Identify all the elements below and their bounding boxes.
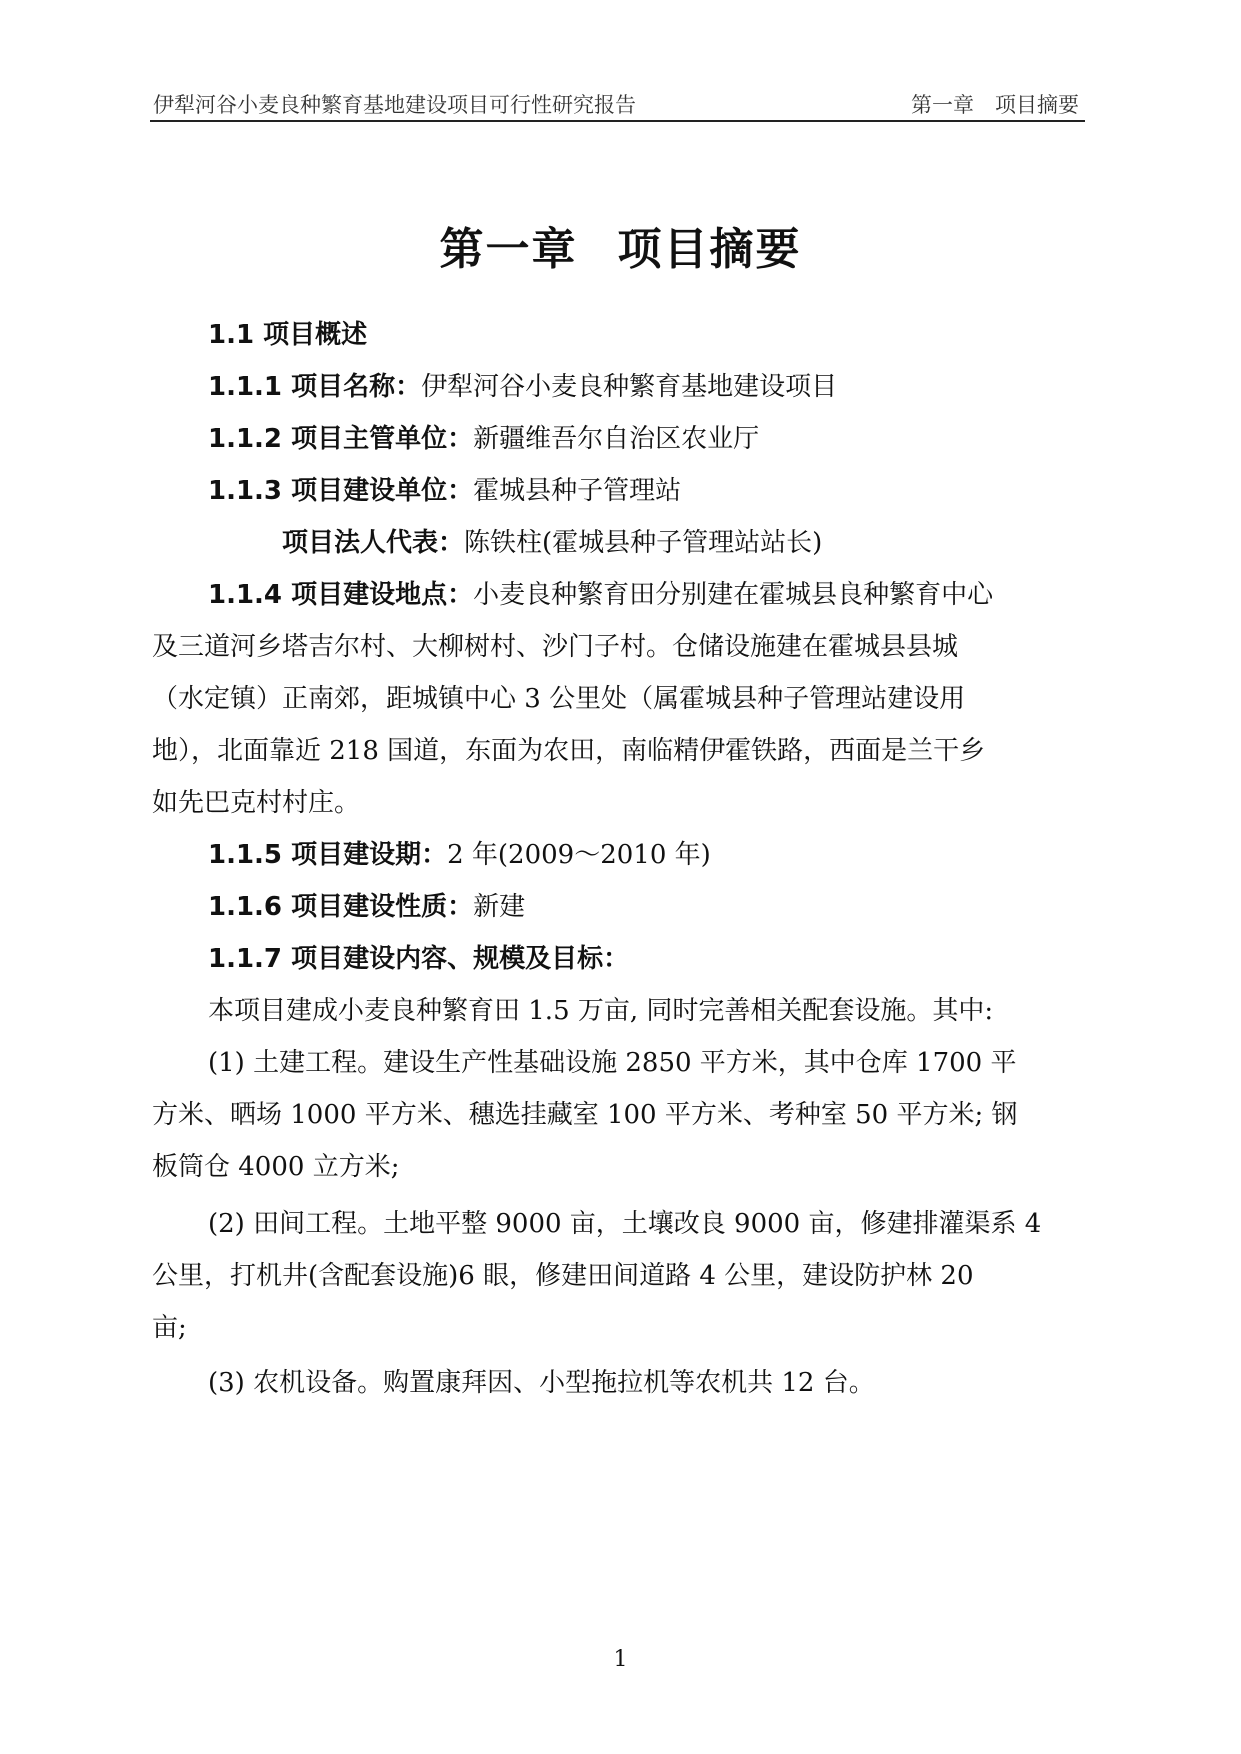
item-value: 2 年(2009～2010 年)	[447, 840, 711, 870]
item2-line-3: 亩;	[152, 1313, 187, 1343]
item-legal-representative	[152, 526, 1212, 560]
item1-line-3: 板筒仓 4000 立方米;	[152, 1152, 400, 1182]
item-label: 1.1.2 项目主管单位：	[208, 424, 474, 454]
item-label: 1.1.5 项目建设期：	[208, 840, 448, 870]
chapter-title-number: 第一章	[439, 224, 578, 275]
section-heading-1-1: 1.1 项目概述	[208, 320, 368, 350]
item-value: 新建	[473, 892, 526, 922]
item-construction-period	[152, 838, 1138, 872]
location-line-4: 地），北面靠近 218 国道，东面为农田，南临精伊霍铁路，西面是兰干乡	[152, 736, 986, 766]
item-label: 项目法人代表：	[282, 528, 465, 558]
item2-line-1: (2) 田间工程。土地平整 9000 亩，土壤改良 9000 亩，修建排灌渠系 4	[208, 1209, 1042, 1239]
item-label: 1.1.1 项目名称：	[208, 372, 422, 402]
item-value: 新疆维吾尔自治区农业厅	[473, 424, 760, 454]
location-line-3: （水定镇）正南郊，距城镇中心 3 公里处（属霍城县种子管理站建设用	[152, 684, 966, 714]
item2-line-2: 公里，打机井(含配套设施)6 眼，修建田间道路 4 公里，建设防护林 20	[152, 1261, 974, 1291]
item-supervising-unit	[152, 422, 1138, 456]
item-location	[152, 578, 1138, 612]
item-project-name	[152, 370, 1138, 404]
item3-line-1: (3) 农机设备。购置康拜因、小型拖拉机等农机共 12 台。	[208, 1368, 875, 1398]
item-value: 小麦良种繁育田分别建在霍城县良种繁育中心	[473, 580, 994, 610]
running-header	[150, 82, 1085, 122]
item-value: 陈铁柱(霍城县种子管理站站长)	[464, 528, 823, 558]
item-label: 1.1.3 项目建设单位：	[208, 476, 474, 506]
header-chapter: 第一章 项目摘要	[911, 93, 1079, 117]
item1-line-2: 方米、晒场 1000 平方米、穗选挂藏室 100 平方米、考种室 50 平方米; 钢	[152, 1100, 1018, 1130]
item-value: 伊犁河谷小麦良种繁育基地建设项目	[421, 372, 838, 402]
header-report-title: 伊犁河谷小麦良种繁育基地建设项目可行性研究报告	[153, 93, 636, 117]
item-construction-nature	[152, 890, 1138, 924]
item-construction-unit	[152, 474, 1138, 508]
item-label: 1.1.6 项目建设性质：	[208, 892, 474, 922]
location-line-5: 如先巴克村村庄。	[152, 788, 361, 818]
item-label: 1.1.4 项目建设地点：	[208, 580, 474, 610]
page-number: 1	[613, 1647, 628, 1672]
item-value: 霍城县种子管理站	[473, 476, 682, 506]
item1-line-1: (1) 土建工程。建设生产性基础设施 2850 平方米，其中仓库 1700 平	[208, 1048, 1017, 1078]
chapter-title	[0, 213, 1241, 277]
location-line-2: 及三道河乡塔吉尔村、大柳树村、沙门子村。仓储设施建在霍城县县城	[152, 632, 959, 662]
chapter-title-text: 项目摘要	[617, 224, 802, 275]
item-construction-content-heading: 1.1.7 项目建设内容、规模及目标：	[208, 944, 630, 974]
paragraph-intro: 本项目建成小麦良种繁育田 1.5 万亩, 同时完善相关配套设施。其中:	[208, 996, 994, 1026]
